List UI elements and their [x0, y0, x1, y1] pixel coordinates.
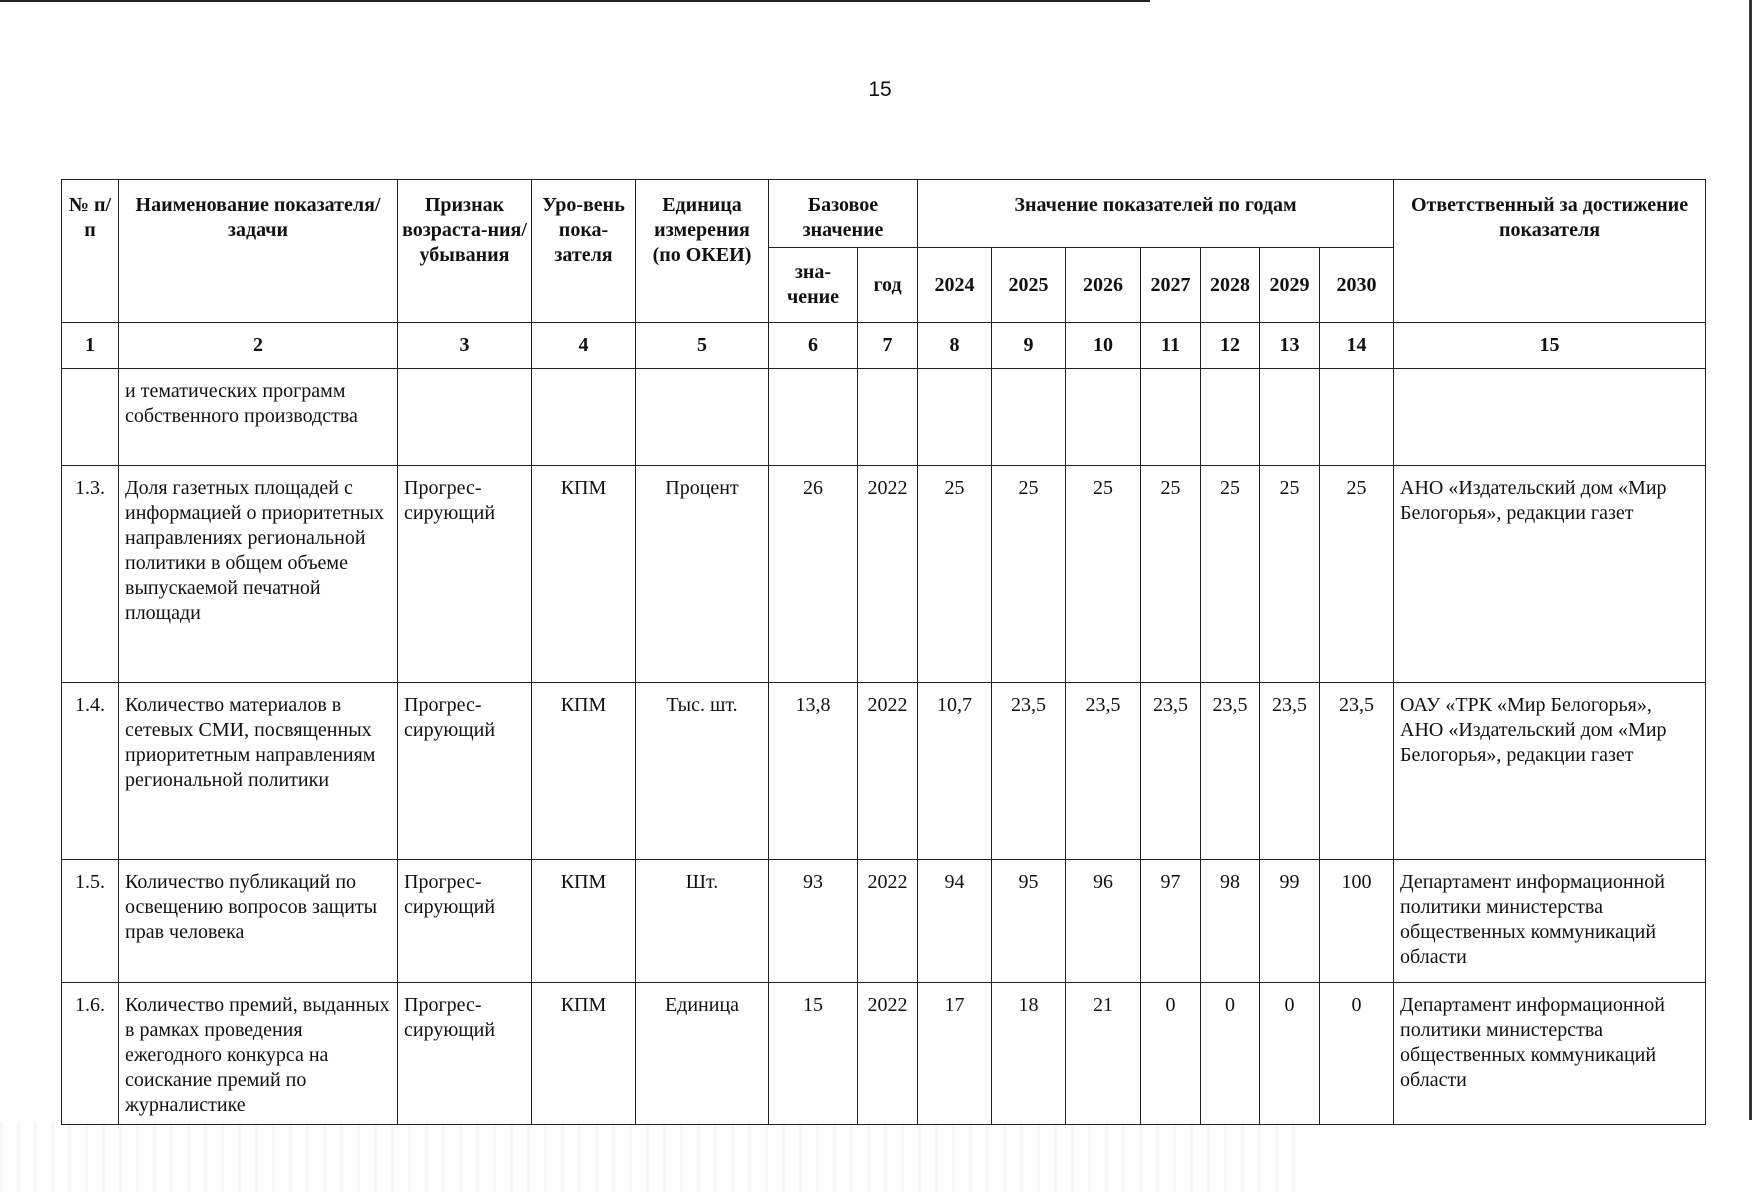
header-year: 2026 — [1066, 248, 1141, 323]
row-responsible: Департамент информационной политики министерства общественных коммуникаций области — [1394, 983, 1706, 1125]
table-row — [62, 983, 1706, 1125]
header-year: 2028 — [1201, 248, 1260, 323]
header-num: № п/п — [62, 180, 119, 323]
row-responsible — [1394, 369, 1706, 466]
row-year-value: 25 — [918, 466, 992, 683]
row-year-value: 23,5 — [1066, 683, 1141, 860]
row-level: КПМ — [532, 860, 636, 983]
column-number: 7 — [858, 323, 918, 369]
header-name: Наименование показателя/задачи — [119, 180, 398, 323]
row-year-value — [1201, 369, 1260, 466]
row-year-value: 99 — [1260, 860, 1320, 983]
row-trend: Прогрес-сирующий — [398, 466, 532, 683]
header-row-1 — [62, 180, 1706, 248]
header-year: 2030 — [1320, 248, 1394, 323]
row-year-value: 25 — [1066, 466, 1141, 683]
row-year-value: 23,5 — [1141, 683, 1201, 860]
row-year-value — [1066, 369, 1141, 466]
row-year-value: 21 — [1066, 983, 1141, 1125]
header-year: 2025 — [992, 248, 1066, 323]
column-number: 3 — [398, 323, 532, 369]
row-base-year: 2022 — [858, 860, 918, 983]
header-year: 2029 — [1260, 248, 1320, 323]
row-year-value: 17 — [918, 983, 992, 1125]
row-trend: Прогрес-сирующий — [398, 983, 532, 1125]
row-unit: Процент — [636, 466, 769, 683]
row-base-year: 2022 — [858, 466, 918, 683]
row-trend: Прогрес-сирующий — [398, 683, 532, 860]
row-year-value: 25 — [1201, 466, 1260, 683]
row-year-value: 0 — [1320, 983, 1394, 1125]
row-base-value: 26 — [769, 466, 858, 683]
scan-noise — [0, 1122, 1300, 1192]
column-number: 9 — [992, 323, 1066, 369]
row-year-value: 0 — [1141, 983, 1201, 1125]
header-base-year: год — [858, 248, 918, 323]
row-name: и тематических программ собственного производства — [119, 369, 398, 466]
row-base-value: 93 — [769, 860, 858, 983]
row-year-value: 25 — [1320, 466, 1394, 683]
table-header — [62, 180, 1706, 369]
row-level: КПМ — [532, 983, 636, 1125]
row-year-value: 97 — [1141, 860, 1201, 983]
row-unit: Шт. — [636, 860, 769, 983]
column-number: 2 — [119, 323, 398, 369]
row-trend — [398, 369, 532, 466]
row-num: 1.4. — [62, 683, 119, 860]
row-num — [62, 369, 119, 466]
row-name: Доля газетных площадей с информацией о приоритетных направлениях региональной политики в общем объеме выпускаемой печатной площади — [119, 466, 398, 683]
row-year-value: 96 — [1066, 860, 1141, 983]
column-number: 1 — [62, 323, 119, 369]
header-years-title: Значение показателей по годам — [918, 180, 1394, 248]
row-year-value: 10,7 — [918, 683, 992, 860]
row-level: КПМ — [532, 683, 636, 860]
row-year-value — [1320, 369, 1394, 466]
row-base-year: 2022 — [858, 683, 918, 860]
row-year-value: 95 — [992, 860, 1066, 983]
row-name: Количество премий, выданных в рамках проведения ежегодного конкурса на соискание премий по журналистике — [119, 983, 398, 1125]
scan-top-rule — [0, 0, 1150, 2]
scan-right-edge — [1749, 0, 1752, 1120]
row-name: Количество материалов в сетевых СМИ, посвященных приоритетным направлениям региональной политики — [119, 683, 398, 860]
row-trend: Прогрес-сирующий — [398, 860, 532, 983]
row-base-year — [858, 369, 918, 466]
row-level: КПМ — [532, 466, 636, 683]
column-number: 15 — [1394, 323, 1706, 369]
column-number: 8 — [918, 323, 992, 369]
row-year-value — [992, 369, 1066, 466]
page-number: 15 — [868, 78, 892, 101]
row-year-value: 94 — [918, 860, 992, 983]
row-num: 1.3. — [62, 466, 119, 683]
row-num: 1.6. — [62, 983, 119, 1125]
row-year-value: 23,5 — [1260, 683, 1320, 860]
column-number: 11 — [1141, 323, 1201, 369]
table-row — [62, 466, 1706, 683]
row-base-year: 2022 — [858, 983, 918, 1125]
table-body — [62, 369, 1706, 1125]
table-row — [62, 860, 1706, 983]
column-numbers-row — [62, 323, 1706, 369]
row-num: 1.5. — [62, 860, 119, 983]
row-year-value: 23,5 — [1201, 683, 1260, 860]
row-base-value: 15 — [769, 983, 858, 1125]
header-responsible: Ответственный за достижение показателя — [1394, 180, 1706, 323]
row-responsible: ОАУ «ТРК «Мир Белогорья», АНО «Издательский дом «Мир Белогорья», редакции газет — [1394, 683, 1706, 860]
row-level — [532, 369, 636, 466]
row-year-value: 0 — [1201, 983, 1260, 1125]
row-year-value: 25 — [1260, 466, 1320, 683]
column-number: 14 — [1320, 323, 1394, 369]
header-base-value: зна-чение — [769, 248, 858, 323]
header-base: Базовое значение — [769, 180, 918, 248]
row-unit — [636, 369, 769, 466]
table-row — [62, 683, 1706, 860]
row-year-value: 100 — [1320, 860, 1394, 983]
row-responsible: Департамент информационной политики министерства общественных коммуникаций области — [1394, 860, 1706, 983]
column-number: 6 — [769, 323, 858, 369]
column-number: 12 — [1201, 323, 1260, 369]
row-base-value: 13,8 — [769, 683, 858, 860]
row-year-value — [1260, 369, 1320, 466]
row-unit: Единица — [636, 983, 769, 1125]
header-trend: Признак возраста-ния/ убывания — [398, 180, 532, 323]
row-year-value: 0 — [1260, 983, 1320, 1125]
column-number: 5 — [636, 323, 769, 369]
header-level: Уро-вень пока-зателя — [532, 180, 636, 323]
row-year-value: 18 — [992, 983, 1066, 1125]
row-year-value: 23,5 — [992, 683, 1066, 860]
header-unit: Единица измерения (по ОКЕИ) — [636, 180, 769, 323]
column-number: 4 — [532, 323, 636, 369]
column-number: 10 — [1066, 323, 1141, 369]
row-year-value — [1141, 369, 1201, 466]
row-responsible: АНО «Издательский дом «Мир Белогорья», редакции газет — [1394, 466, 1706, 683]
column-number: 13 — [1260, 323, 1320, 369]
row-base-value — [769, 369, 858, 466]
table-row — [62, 369, 1706, 466]
header-year: 2027 — [1141, 248, 1201, 323]
row-year-value: 25 — [1141, 466, 1201, 683]
row-year-value: 23,5 — [1320, 683, 1394, 860]
row-unit: Тыс. шт. — [636, 683, 769, 860]
indicators-table — [61, 179, 1706, 1125]
header-year: 2024 — [918, 248, 992, 323]
row-year-value: 98 — [1201, 860, 1260, 983]
row-name: Количество публикаций по освещению вопросов защиты прав человека — [119, 860, 398, 983]
row-year-value — [918, 369, 992, 466]
row-year-value: 25 — [992, 466, 1066, 683]
